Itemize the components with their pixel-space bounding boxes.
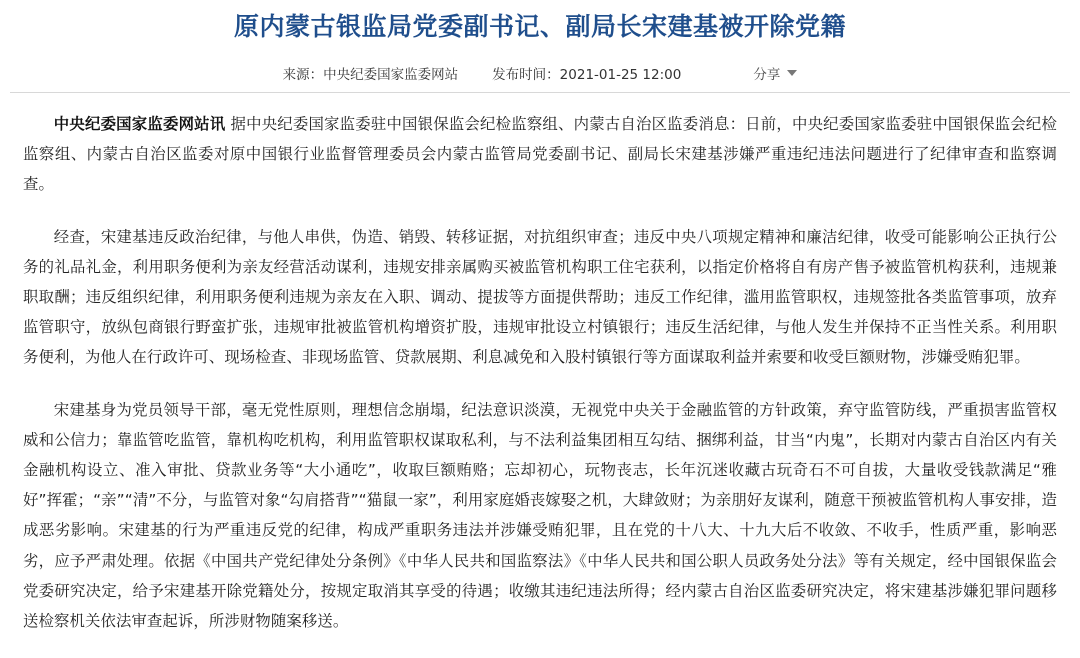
paragraph-text: 宋建基身为党员领导干部，毫无党性原则，理想信念崩塌，纪法意识淡漠，无视党中央关于金融监管的方针政策，弃守监管防线，严重损害监管权威和公信力；靠监管吃监管，靠机构吃机构，利用监管职权谋取私利，与不法利益集团相互勾结、捆绑利益，甘当“内鬼”，长期对内蒙古自治区内有关金融机构设立、准入审批、贷款业务等“大小通吃”，收取巨额贿赂；忘却初心，玩物丧志，长年沉迷收藏古玩奇石不可自拔，大量收受钱款满足“雅好”挥霍；“亲”“清”不分，与监管对象“勾肩搭背”“猫鼠一家”，利用家庭婚丧嫁娶之机，大肆敛财；为亲朋好友谋利，随意干预被监管机构人事安排，造成恶劣影响。宋建基的行为严重违反党的纪律，构成严重职务违法并涉嫌受贿犯罪，且在党的十八大、十九大后不收敛、不收手，性质严重，影响恶劣，应予严肃处理。依据《中国共产党纪律处分条例》《中华人民共和国监察法》《中华人民共和国公职人员政务处分法》等有关规定，经中国银保监会党委研究决定，给予宋建基开除党籍处分，按规定取消其享受的待遇；收缴其违纪违法所得；经内蒙古自治区监委研究决定，将宋建基涉嫌犯罪问题移送检察机关依法审查起诉，所涉财物随案移送。 (23, 400, 1057, 631)
article-title: 原内蒙古银监局党委副书记、副局长宋建基被开除党籍 (233, 12, 846, 41)
dateline: 中央纪委国家监委网站讯 (53, 115, 226, 133)
paragraph-3 (23, 395, 1057, 637)
paragraph-text: 据中央纪委国家监委驻中国银保监会纪检监察组、内蒙古自治区监委消息：日前，中央纪委国家监委驻中国银保监会纪检监察组、内蒙古自治区监委对原中国银行业监督管理委员会内蒙古监管局党委副书记、副局长宋建基涉嫌严重违纪违法问题进行了纪律审查和监察调查。 (23, 115, 1057, 194)
paragraph-2 (23, 222, 1057, 373)
paragraph-text: 经查，宋建基违反政治纪律，与他人串供，伪造、销毁、转移证据，对抗组织审查；违反中央八项规定精神和廉洁纪律，收受可能影响公正执行公务的礼品礼金，利用职务便利为亲友经营活动谋利，违规安排亲属购买被监管机构职工住宅获利，以指定价格将自有房产售予被监管机构获利，违规兼职取酬；违反组织纪律，利用职务便利违规为亲友在入职、调动、提拔等方面提供帮助；违反工作纪律，滥用监管职权，违规签批各类监管事项，放弃监管职守，放纵包商银行野蛮扩张，违规审批被监管机构增资扩股，违规审批设立村镇银行；违反生活纪律，与他人发生并保持不正当性关系。利用职务便利，为他人在行政许可、现场检查、非现场监管、贷款展期、利息减免和入股村镇银行等方面谋取利益并索要和收受巨额财物，涉嫌受贿犯罪。 (23, 227, 1057, 367)
article-source: 来源：中央纪委国家监委网站 (282, 67, 459, 83)
publish-time: 发布时间：2021-01-25 12:00 (492, 67, 682, 83)
meta-divider (10, 92, 1070, 93)
share-label: 分享 (753, 67, 781, 83)
article-meta (0, 56, 1080, 90)
paragraph-1 (23, 109, 1057, 200)
share-button[interactable] (753, 63, 797, 83)
chevron-down-icon (787, 70, 797, 76)
article-body (23, 109, 1057, 658)
